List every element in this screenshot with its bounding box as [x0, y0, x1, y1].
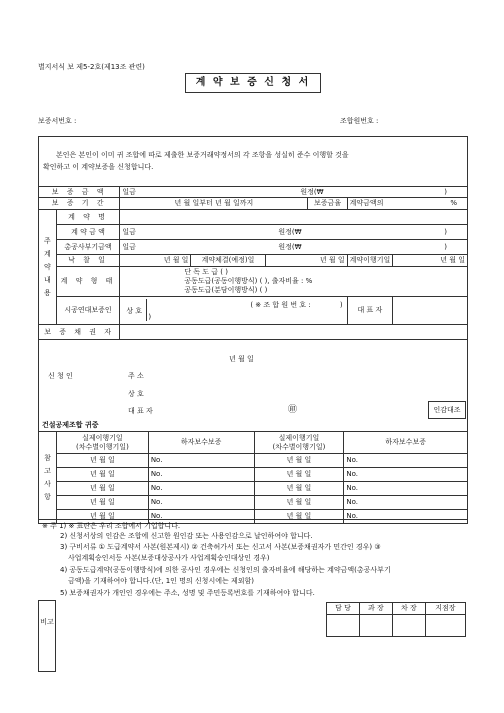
- seal-mark: ㊞: [288, 405, 298, 415]
- doc-no-label: 보증서번호 :: [38, 117, 77, 125]
- ref-date[interactable]: 년 월 일: [254, 482, 344, 496]
- guarantee-table: [38, 186, 468, 340]
- ref-date[interactable]: 년 월 일: [56, 510, 148, 524]
- contract-name-value[interactable]: [120, 210, 468, 225]
- company-label: 상 호: [128, 390, 144, 398]
- coop-guarantor-label: 시공연대보증인: [56, 297, 120, 325]
- approval-sign-2[interactable]: [359, 615, 392, 637]
- amount-label: 보 증 금 액: [39, 187, 120, 198]
- approval-col-3: 차 장: [392, 603, 425, 615]
- ref-date[interactable]: 년 월 일: [56, 482, 148, 496]
- ref-date[interactable]: 년 월 일: [254, 496, 344, 510]
- gov-amount-won: 원정(₩: [278, 243, 302, 251]
- gov-amount-close: ): [444, 243, 447, 251]
- ref-no[interactable]: No.: [344, 482, 468, 496]
- note-5: 5) 보증채권자가 개인인 경우에는 주소, 성명 및 주민등록번호를 기재하여야 합니다.: [60, 589, 315, 597]
- gov-amount-cell[interactable]: [120, 240, 468, 255]
- ref-col4-header: 하자보수보증: [344, 432, 468, 454]
- amount-il: 일금: [122, 187, 136, 196]
- member-no-label: 조합원번호 :: [340, 117, 379, 125]
- contract-type-label: 계 약 형 태: [56, 267, 120, 297]
- apply-date[interactable]: 년 월 일: [229, 355, 254, 363]
- contract-name-label: 계 약 명: [56, 210, 120, 225]
- note-1: ※ 주 1) ※ 표란은 우리 조합에서 기입합니다.: [42, 522, 181, 530]
- contract-side-label: 주계약내용: [39, 210, 57, 325]
- seal-compare-box: 인감대조: [428, 401, 466, 419]
- amount-won: 원정(₩: [300, 188, 324, 196]
- contract-amount-cell[interactable]: [120, 225, 468, 240]
- form-reference: 별지서식 보 제5-2호(제13조 관련): [38, 63, 145, 71]
- ratio-value: 계약금액의: [349, 199, 384, 207]
- note-2: 2) 신청서상의 인감은 조합에 신고한 원인감 또는 사용인감으로 날인하여야 합니다.: [60, 532, 313, 540]
- type-joint[interactable]: 공동도급(공동이행방식) ( ), 출자비율 : %: [184, 277, 313, 285]
- ratio-pct: %: [450, 199, 457, 207]
- applicant-label: 신 청 인: [48, 372, 73, 380]
- contract-sign-value[interactable]: 년 월 일: [265, 255, 347, 267]
- ref-no[interactable]: No.: [148, 454, 254, 468]
- ref-col1-header: 실제이행기일 (차수별이행기일): [56, 432, 148, 454]
- ref-no[interactable]: No.: [148, 482, 254, 496]
- coop-member-no-close: ): [339, 301, 343, 309]
- ref-date[interactable]: 년 월 일: [56, 454, 148, 468]
- approval-sign-1[interactable]: [327, 615, 360, 637]
- ref-date[interactable]: 년 월 일: [56, 468, 148, 482]
- ref-no[interactable]: No.: [344, 496, 468, 510]
- ref-date[interactable]: 년 월 일: [56, 496, 148, 510]
- rep-label: 대 표 자: [128, 407, 153, 415]
- coop-company-label: 상 호: [126, 307, 143, 315]
- reference-side-label: 참고사항: [39, 432, 57, 524]
- gov-amount-label: 총공사부기금액: [56, 240, 120, 255]
- remarks-side: [38, 600, 56, 672]
- period-value[interactable]: 년 월 일부터 년 월 일까지: [120, 198, 308, 210]
- ref-no[interactable]: No.: [344, 454, 468, 468]
- approval-col-4: 지점장: [425, 603, 465, 615]
- ratio-label: 보증금율: [308, 198, 347, 210]
- start-date-label: 계약이행기일: [347, 255, 393, 267]
- ref-date[interactable]: 년 월 일: [254, 468, 344, 482]
- coop-rep-label: 대 표 자: [347, 297, 393, 325]
- coop-member-no: ( ※ 조 합 원 번 호 :: [250, 301, 311, 309]
- type-single[interactable]: 단 독 도 급 ( ): [184, 268, 228, 276]
- amount-cell[interactable]: [120, 187, 468, 198]
- coop-company-cell[interactable]: 상 호 ( ※ 조 합 원 번 호 : ) ): [120, 297, 347, 325]
- remarks-label: 비고: [40, 618, 54, 626]
- intro-line1: 본인은 본인이 이미 귀 조합에 따로 제출한 보증거래약정서의 각 조항을 성실히 준수 이행할 것을: [56, 151, 349, 159]
- contract-amount-il: 일금: [122, 227, 136, 236]
- reference-table: [38, 431, 468, 524]
- note-3b: 사업계획승인서등 사본(보증대상공사가 사업계획승인대상인 경우): [68, 554, 270, 562]
- ref-no[interactable]: No.: [344, 510, 468, 524]
- ref-col3-header: 실제이행기일 (차수별이행기일): [254, 432, 344, 454]
- type-split[interactable]: 공동도급(분담이행방식) ( ): [184, 286, 268, 294]
- contract-amount-label: 계 약 금 액: [56, 225, 120, 240]
- ref-no[interactable]: No.: [148, 510, 254, 524]
- table-row: [39, 468, 468, 482]
- award-date-value[interactable]: 년 월 일: [120, 255, 191, 267]
- addressee: 건설공제조합 귀중: [42, 421, 99, 429]
- approval-sign-4[interactable]: [425, 615, 465, 637]
- approval-table: [326, 602, 466, 637]
- start-date-value[interactable]: 년 월 일: [393, 255, 468, 267]
- table-row: [39, 482, 468, 496]
- approval-col-1: 담 당: [327, 603, 360, 615]
- page-title: 계 약 보 증 신 청 서: [185, 73, 321, 93]
- coop-rep-value[interactable]: [393, 297, 468, 325]
- gov-amount-il: 일금: [122, 242, 136, 251]
- approval-sign-3[interactable]: [392, 615, 425, 637]
- note-3a: 3) 구비서류 ① 도급계약서 사본(원본제시) ② 건축허가서 또는 신고서 사본(보증채권자가 민간인 경우) ③: [60, 543, 381, 551]
- ref-date[interactable]: 년 월 일: [254, 454, 344, 468]
- address-label: 주 소: [128, 372, 144, 380]
- contract-sign-label: 계약체결(예정)일: [191, 255, 265, 267]
- approval-col-2: 과 장: [359, 603, 392, 615]
- table-row: [39, 454, 468, 468]
- intro-line2: 확인하고 이 계약보증을 신청합니다.: [43, 163, 154, 171]
- amount-close: ): [444, 188, 447, 196]
- ref-no[interactable]: No.: [148, 468, 254, 482]
- creditor-value[interactable]: [120, 325, 468, 340]
- ratio-cell[interactable]: [347, 198, 467, 210]
- note-4a: 4) 공동도급계약(공동이행방식)에 의한 공사인 경우에는 신청인의 출자비율에 해당하는 계약금액(총공사부기: [60, 566, 391, 574]
- table-row: [39, 496, 468, 510]
- contract-amount-close: ): [444, 228, 447, 236]
- note-4b: 금액)을 기재하여야 합니다.(단, 1인 명의 신청시에는 제외함): [68, 577, 254, 585]
- creditor-label: 보 증 채 권 자: [39, 325, 120, 340]
- period-label: 보 증 기 간: [39, 198, 120, 210]
- ref-no[interactable]: No.: [344, 468, 468, 482]
- ref-date[interactable]: 년 월 일: [254, 510, 344, 524]
- contract-type-options[interactable]: [120, 267, 468, 297]
- ref-no[interactable]: No.: [148, 496, 254, 510]
- award-date-label: 낙 찰 일: [56, 255, 120, 267]
- contract-amount-won: 원정(₩: [278, 228, 302, 236]
- ref-col2-header: 하자보수보증: [148, 432, 254, 454]
